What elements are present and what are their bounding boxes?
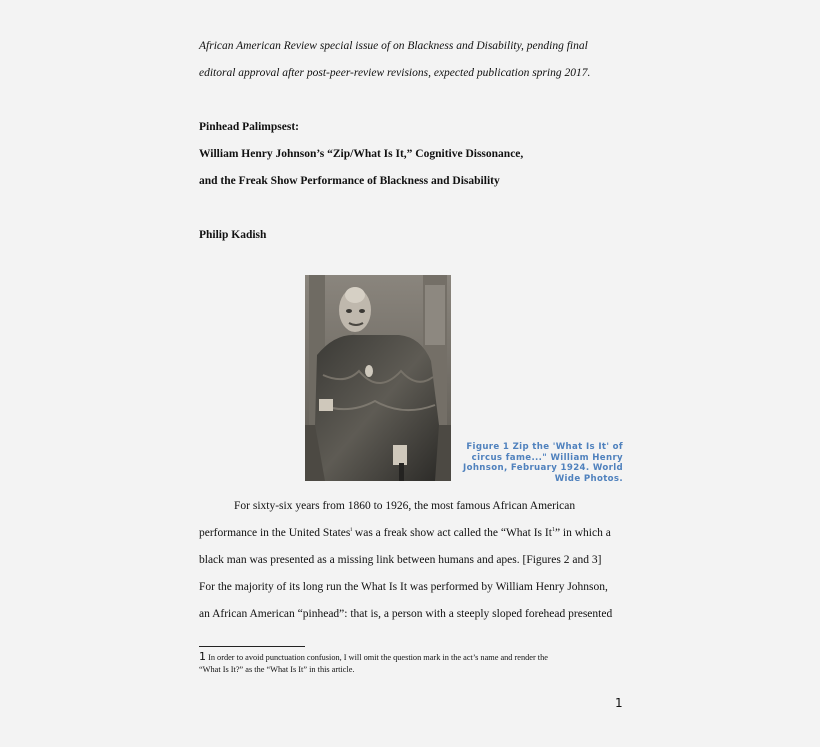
title-line-3: and the Freak Show Performance of Blackness and Disability (199, 175, 500, 187)
author-name: Philip Kadish (199, 229, 267, 241)
figure-caption-line-1: Figure 1 Zip the 'What Is It' of (466, 442, 623, 452)
endnote-marker: i (350, 527, 353, 534)
footnote-number: 1 (199, 650, 206, 663)
header-note-line-1: African American Review special issue of on Blackness and Disability, pending final (199, 40, 588, 52)
page-number: 1 (615, 696, 623, 710)
title-line-1: Pinhead Palimpsest: (199, 121, 299, 133)
title-line-2: William Henry Johnson’s “Zip/What Is It,” Cognitive Dissonance, (199, 148, 524, 160)
figure-caption-line-4: Wide Photos. (554, 473, 623, 484)
footnote-marker: 1 (551, 527, 555, 534)
figure-photo (305, 275, 451, 481)
body-line-2 (199, 527, 611, 539)
body-line-2-part-c: ” in which a (554, 527, 611, 539)
footnote-line-1 (199, 650, 548, 663)
body-line-2-part-b: was a freak show act called the “What Is It (352, 527, 552, 539)
footnote-separator (199, 646, 305, 647)
figure-caption-line-3: Johnson, February 1924. World (463, 463, 623, 474)
footnote-text-1: In order to avoid punctuation confusion, I will omit the question mark in the act’s name and render the (206, 653, 548, 662)
body-line-5: an African American “pinhead”: that is, a person with a steeply sloped forehead presented (199, 608, 613, 620)
header-note-line-2: editoral approval after post-peer-review revisions, expected publication spring 2017. (199, 67, 591, 79)
footnote-line-2: “What Is It?” as the “What Is It” in this article. (199, 665, 355, 674)
body-line-4: For the majority of its long run the What Is It was performed by William Henry Johnson, (199, 581, 608, 593)
figure-caption-line-2: circus fame..." William Henry (471, 452, 623, 463)
portrait-photo-image (305, 275, 451, 481)
body-line-3: black man was presented as a missing link between humans and apes. [Figures 2 and 3] (199, 554, 602, 566)
figure-caption (463, 442, 623, 484)
body-line-1: For sixty-six years from 1860 to 1926, the most famous African American (234, 500, 576, 512)
body-line-2-part-a: performance in the United States (199, 527, 351, 539)
